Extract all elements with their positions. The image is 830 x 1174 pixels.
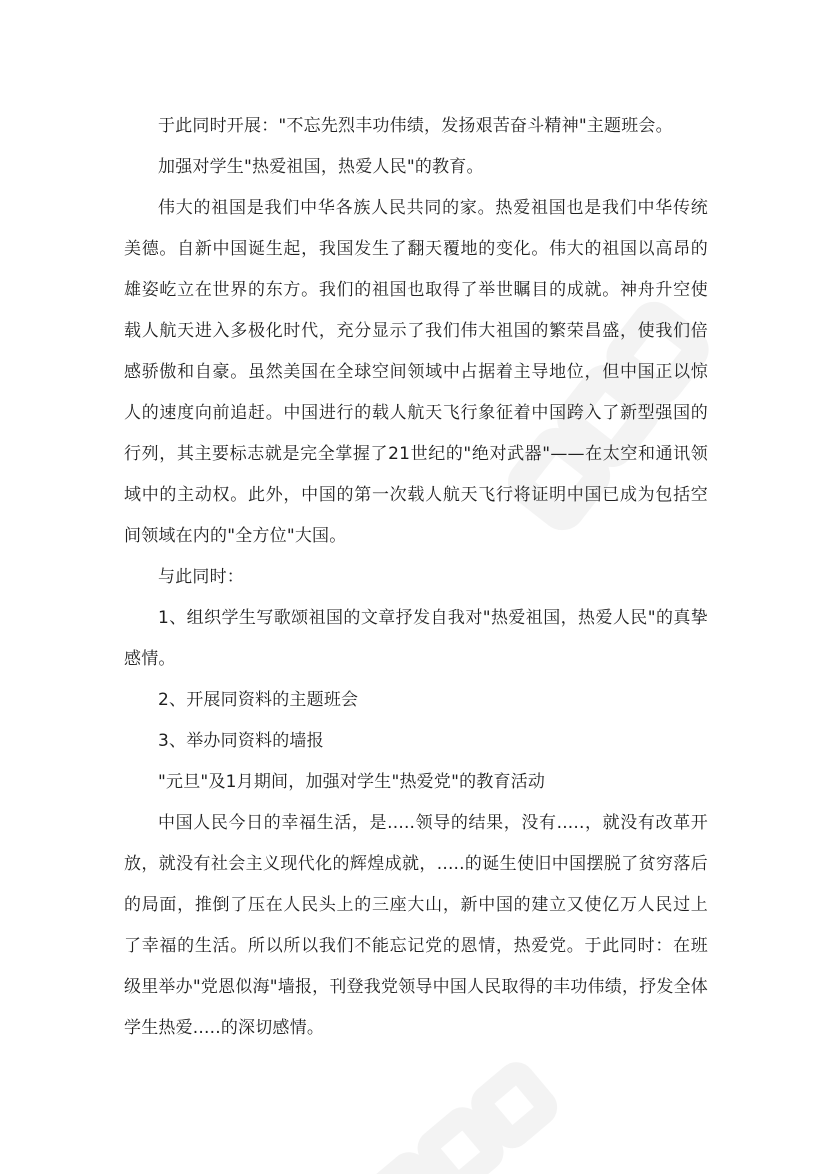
list-item-1: 1、组织学生写歌颂祖国的文章抒发自我对"热爱祖国，热爱人民"的真挚感情。 (124, 608, 708, 669)
list-item-2: 2、开展同资料的主题班会 (158, 690, 359, 710)
paragraph-meanwhile: 与此同时： (158, 567, 244, 587)
list-item-3: 3、举办同资料的墙报 (158, 731, 324, 751)
paragraph-motherland: 伟大的祖国是我们中华各族人民共同的家。热爱祖国也是我们中华传统美德。自新中国诞生起，我国发生了翻天覆地的变化。伟大的祖国以高昂的雄姿屹立在世界的东方。我们的祖国也取得了举世瞩目的成就。神舟升空使载人航天进入多极化时代，充分显示了我们伟大祖国的繁荣昌盛，使我们倍感骄傲和自豪。虽然美国在全球空间领域中占据着主导地位，但中国正以惊人的速度向前追赶。中国进行的载人航天飞行象征着中国跨入了新型强国的行列，其主要标志就是完全掌握了21世纪的"绝对武器"——在太空和通讯领域中的主动权。此外，中国的第一次载人航天飞行将证明中国已成为包括空间领域在内的"全方位"大国。 (124, 198, 708, 546)
paragraph-class-meeting: 于此同时开展："不忘先烈丰功伟绩，发扬艰苦奋斗精神"主题班会。 (158, 116, 673, 136)
document-body (124, 106, 708, 1049)
paragraph-party: 中国人民今日的幸福生活，是.....领导的结果，没有.....，就没有改革开放，就没有社会主义现代化的辉煌成就，.....的诞生使旧中国摆脱了贫穷落后的局面，推倒了压在人民头上的三座大山，新中国的建立又使亿万人民过上了幸福的生活。所以所以我们不能忘记党的恩情，热爱党。于此同时：在班级里举办"党恩似海"墙报，刊登我党领导中国人民取得的丰功伟绩，抒发全体学生热爱.....的深切感情。 (124, 813, 708, 1038)
watermark-graphic-lower (300, 1030, 630, 1174)
paragraph-education-heading: 加强对学生"热爱祖国，热爱人民"的教育。 (158, 157, 484, 177)
paragraph-new-year-heading: "元旦"及1月期间，加强对学生"热爱党"的教育活动 (158, 772, 546, 792)
